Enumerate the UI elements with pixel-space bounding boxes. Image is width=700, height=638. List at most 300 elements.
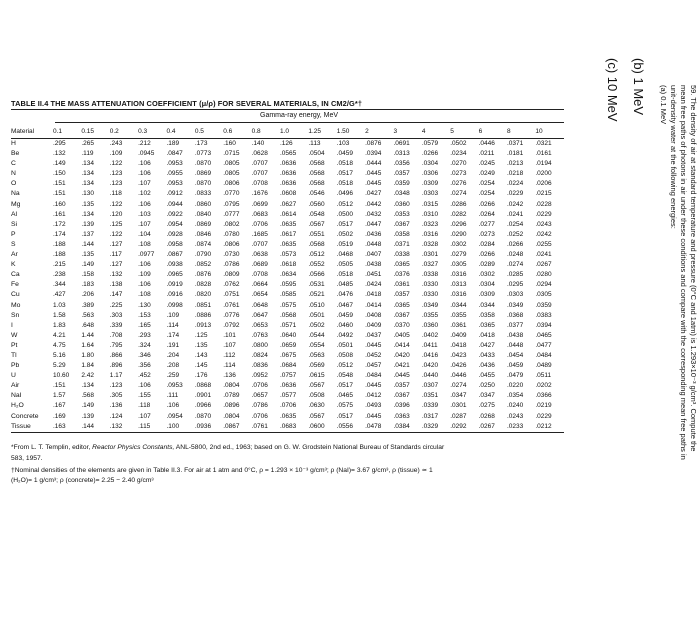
material-cell: Mo <box>11 301 21 309</box>
coefficient-cell: .0751 <box>223 291 240 299</box>
coefficient-cell: .0344 <box>478 301 495 309</box>
coefficient-cell: .0485 <box>336 281 354 289</box>
coefficient-cell: .0302 <box>450 240 467 248</box>
coefficient-cell: .0266 <box>478 200 495 208</box>
coefficient-cell: .0575 <box>280 301 297 309</box>
coefficient-cell: .896 <box>109 362 123 370</box>
coefficient-cell: .122 <box>109 230 123 238</box>
coefficient-cell: .0445 <box>365 412 382 420</box>
coefficient-cell: .0635 <box>280 220 297 228</box>
coefficient-cell: .0432 <box>365 210 382 218</box>
coefficient-cell: .0348 <box>393 190 410 198</box>
material-cell: P <box>11 230 16 238</box>
coefficient-cell: .0445 <box>393 372 410 380</box>
coefficient-cell: .0901 <box>194 392 212 400</box>
coefficient-cell: .0657 <box>251 392 268 400</box>
coefficient-cell: .0277 <box>478 220 495 228</box>
coefficient-cell: .0368 <box>507 311 524 319</box>
coefficient-cell: .0635 <box>280 412 297 420</box>
coefficient-cell: .0280 <box>535 271 552 279</box>
coefficient-cell: .0254 <box>478 190 495 198</box>
coefficient-cell: .0847 <box>166 150 183 158</box>
material-cell: Si <box>11 220 18 228</box>
coefficient-cell: .0955 <box>166 170 183 178</box>
coefficient-cell: .0304 <box>478 281 495 289</box>
coefficient-cell: .174 <box>53 230 66 238</box>
coefficient-cell: .0953 <box>166 180 183 188</box>
material-cell: Sn <box>11 311 20 319</box>
coefficient-cell: .0809 <box>223 271 240 279</box>
coefficient-cell: .0699 <box>251 200 268 208</box>
coefficient-cell: .0438 <box>365 261 382 269</box>
coefficient-cell: .0919 <box>166 281 183 289</box>
coefficient-cell: .427 <box>53 291 66 299</box>
coefficient-cell: .0517 <box>336 382 354 390</box>
coefficient-cell: .0268 <box>478 412 495 420</box>
coefficient-cell: .123 <box>109 382 123 390</box>
coefficient-cell: .0484 <box>365 372 382 380</box>
coefficient-cell: .0361 <box>393 281 410 289</box>
coefficient-cell: .0408 <box>365 311 382 319</box>
coefficient-cell: .0315 <box>421 200 439 208</box>
coefficient-cell: .124 <box>109 412 123 420</box>
coefficient-cell: .189 <box>166 140 180 147</box>
coefficient-cell: .0870 <box>194 412 212 420</box>
coefficient-cell: .0493 <box>365 402 382 410</box>
energy-column-header: 0.15 <box>81 126 109 139</box>
coefficient-cell: .0240 <box>507 402 524 410</box>
coefficient-cell: .0243 <box>535 220 552 228</box>
coefficient-cell: .0852 <box>194 261 212 269</box>
coefficient-cell: .0512 <box>336 362 354 370</box>
coefficient-cell: .127 <box>109 261 123 269</box>
coefficient-cell: .0289 <box>478 261 495 269</box>
coefficient-cell: .0242 <box>507 200 524 208</box>
coefficient-cell: .568 <box>81 392 95 400</box>
coefficient-cell: .0376 <box>393 271 410 279</box>
coefficient-cell: .0886 <box>194 311 212 319</box>
coefficient-cell: .0805 <box>223 170 240 178</box>
coefficient-cell: .0266 <box>507 240 524 248</box>
coefficient-cell: .0478 <box>365 422 393 433</box>
coefficient-cell: .109 <box>138 271 151 279</box>
coefficient-cell: .0282 <box>450 210 467 218</box>
coefficient-cell: .0869 <box>194 170 212 178</box>
coefficient-cell: .0706 <box>251 220 268 228</box>
coefficient-cell: .0424 <box>365 281 382 289</box>
coefficient-cell: .127 <box>109 240 123 248</box>
coefficient-cell: 5.16 <box>53 351 66 359</box>
coefficient-cell: .140 <box>251 140 265 147</box>
coefficient-cell: .0371 <box>393 240 410 248</box>
table-row <box>11 169 564 179</box>
coefficient-cell: .0965 <box>166 271 183 279</box>
coefficient-cell: .136 <box>109 402 123 410</box>
coefficient-cell: .0328 <box>421 240 439 248</box>
coefficient-cell: .0577 <box>280 392 297 400</box>
coefficient-cell: .0567 <box>308 412 325 420</box>
coefficient-cell: .0285 <box>507 271 524 279</box>
coefficient-cell: .125 <box>194 331 208 339</box>
coefficient-cell: .0279 <box>450 251 467 259</box>
energy-column-header: 0.2 <box>110 126 138 139</box>
coefficient-cell: .0194 <box>535 160 552 168</box>
coefficient-cell: .795 <box>109 341 123 349</box>
coefficient-cell: .0763 <box>251 331 268 339</box>
coefficient-cell: .0427 <box>365 190 382 198</box>
coefficient-cell: .0465 <box>336 392 354 400</box>
table-row <box>11 179 564 189</box>
table-row <box>11 331 564 341</box>
coefficient-cell: .107 <box>138 220 151 228</box>
coefficient-cell: 1.64 <box>81 341 95 349</box>
coefficient-cell: .134 <box>81 180 95 188</box>
coefficient-cell: .0255 <box>535 240 552 248</box>
coefficient-cell: .0444 <box>365 160 382 168</box>
coefficient-cell: .0411 <box>421 341 438 349</box>
coefficient-cell: .0492 <box>336 331 354 339</box>
table-row <box>11 391 564 401</box>
table-row <box>11 200 564 210</box>
coefficient-cell: .0420 <box>421 362 439 370</box>
coefficient-cell: .0566 <box>308 271 325 279</box>
coefficient-cell: .165 <box>138 321 151 329</box>
coefficient-cell: .0303 <box>507 291 524 299</box>
coefficient-cell: .118 <box>138 402 151 410</box>
coefficient-cell: .0761 <box>223 301 240 309</box>
coefficient-cell: .0654 <box>251 291 268 299</box>
coefficient-cell: .0409 <box>365 321 382 329</box>
coefficient-cell: .0635 <box>280 240 297 248</box>
coefficient-cell: .0361 <box>450 321 467 329</box>
coefficient-cell: .112 <box>223 351 236 359</box>
coefficient-cell: .108 <box>138 291 151 299</box>
coefficient-cell: .109 <box>109 150 123 158</box>
coefficient-cell: .0220 <box>507 382 524 390</box>
coefficient-cell: .0874 <box>194 240 212 248</box>
material-cell: Be <box>11 150 20 158</box>
coefficient-cell: .0377 <box>507 321 524 329</box>
material-cell: Air <box>11 382 20 390</box>
coefficient-cell: .0563 <box>308 351 325 359</box>
coefficient-cell: .0234 <box>450 150 467 158</box>
footnote-densities-line2: (H₂O)= 1 g/cm³; ρ (concrete)= 2.25 − 2.40 g/cm³ <box>11 477 154 484</box>
coefficient-cell: .0467 <box>336 301 354 309</box>
coefficient-cell: .0517 <box>336 170 354 178</box>
problem-line-1: 59. The density of air at standard temperature and pressure (0°C and 1atm) is 1.293×10⁻³ g/cm³. Compute the <box>689 85 698 452</box>
coefficient-cell: .866 <box>109 351 123 359</box>
table-row <box>11 422 564 433</box>
coefficient-cell: .0365 <box>393 261 410 269</box>
coefficient-cell: .0789 <box>223 392 240 400</box>
coefficient-cell: .0367 <box>393 311 410 319</box>
coefficient-cell: .0568 <box>308 160 325 168</box>
coefficient-cell: .0876 <box>365 140 382 147</box>
coefficient-cell: .0367 <box>393 220 410 228</box>
coefficient-cell: .0306 <box>421 170 439 178</box>
table-row <box>11 311 564 321</box>
coefficient-cell: .0585 <box>280 291 297 299</box>
coefficient-cell: .0313 <box>450 281 467 289</box>
coefficient-cell: .0338 <box>421 271 439 279</box>
coefficient-cell: .0284 <box>478 240 495 248</box>
coefficient-cell: .144 <box>81 240 95 248</box>
coefficient-cell: .106 <box>138 261 151 269</box>
coefficient-cell: 1.57 <box>53 392 66 400</box>
coefficient-cell: .0502 <box>450 140 467 147</box>
energy-column-header: 10 <box>535 126 564 139</box>
energy-column-header: 5 <box>450 126 478 139</box>
coefficient-cell: .0683 <box>251 210 268 218</box>
coefficient-cell: .143 <box>194 351 208 359</box>
coefficient-cell: .0689 <box>251 261 268 269</box>
coefficient-cell: .0512 <box>336 200 354 208</box>
coefficient-cell: .0953 <box>166 160 183 168</box>
coefficient-cell: .106 <box>138 200 151 208</box>
table-row <box>11 250 564 260</box>
coefficient-cell: .0423 <box>450 351 467 359</box>
coefficient-cell: .0330 <box>421 291 439 299</box>
coefficient-cell: .0479 <box>507 372 524 380</box>
table-row <box>11 240 564 250</box>
table-row <box>11 260 564 270</box>
table-row <box>11 301 564 311</box>
table-row <box>11 149 564 159</box>
coefficient-cell: .563 <box>81 311 95 319</box>
coefficient-cell: .0338 <box>393 251 410 259</box>
coefficient-cell: .0476 <box>336 291 354 299</box>
coefficient-cell: .0706 <box>251 412 268 420</box>
coefficient-cell: .0365 <box>478 321 495 329</box>
energy-column-header: 0.1 <box>53 126 81 139</box>
coefficient-cell: .0459 <box>336 311 354 319</box>
coefficient-cell: .169 <box>53 412 66 420</box>
coefficient-cell: .135 <box>194 341 208 349</box>
coefficient-cell: .0786 <box>223 261 240 269</box>
coefficient-cell: .123 <box>109 180 123 188</box>
coefficient-cell: .138 <box>109 281 123 289</box>
coefficient-cell: .0349 <box>421 301 439 309</box>
coefficient-cell: .135 <box>81 251 95 259</box>
coefficient-cell: .0218 <box>507 170 524 178</box>
coefficient-cell: .0706 <box>280 402 297 410</box>
coefficient-cell: .225 <box>109 301 123 309</box>
coefficient-cell: .0664 <box>251 281 268 289</box>
coefficient-cell: .0353 <box>393 210 410 218</box>
coefficient-cell: .0691 <box>393 140 410 147</box>
material-cell: S <box>11 240 16 248</box>
coefficient-cell: .0438 <box>507 331 524 339</box>
coefficient-cell: .0445 <box>365 180 382 188</box>
coefficient-cell: .0455 <box>478 372 495 380</box>
coefficient-cell: .0384 <box>394 422 422 433</box>
coefficient-cell: .106 <box>138 160 151 168</box>
coefficient-cell: .0770 <box>223 190 240 198</box>
coefficient-cell: .0248 <box>507 251 524 259</box>
coefficient-cell: .122 <box>109 160 123 168</box>
coefficient-cell: .212 <box>138 140 151 147</box>
coefficient-cell: .0773 <box>194 150 212 158</box>
coefficient-cell: .0805 <box>223 160 240 168</box>
coefficient-cell: .151 <box>53 180 66 188</box>
coefficient-cell: .293 <box>138 331 151 339</box>
table-top-rule <box>11 109 564 110</box>
coefficient-cell: .0351 <box>421 392 439 400</box>
table-row <box>11 210 564 220</box>
coefficient-cell: .107 <box>138 180 151 188</box>
coefficient-cell: .0200 <box>535 170 552 178</box>
coefficient-cell: .0202 <box>535 382 552 390</box>
coefficient-cell: .106 <box>166 402 180 410</box>
coefficient-cell: .0418 <box>450 341 467 349</box>
coefficient-cell: .0518 <box>336 271 354 279</box>
coefficient-cell: 1.80 <box>81 351 95 359</box>
coefficient-cell: .0548 <box>308 210 325 218</box>
coefficient-cell: .0806 <box>223 240 240 248</box>
coefficient-cell: .0266 <box>478 251 495 259</box>
coefficient-cell: .0446 <box>478 140 495 147</box>
coefficient-cell: .0945 <box>138 150 155 158</box>
material-cell: Ca <box>11 271 20 279</box>
coefficient-cell: .0508 <box>336 351 354 359</box>
coefficient-cell: .0287 <box>450 412 467 420</box>
problem-line-2: mean free paths of photons in air under these conditions and compare with the corresponding mean free paths in <box>679 85 688 460</box>
coefficient-cell: .0358 <box>393 230 410 238</box>
problem-line-4: (a) 0.1 MeV <box>659 85 668 125</box>
coefficient-cell: .174 <box>166 331 180 339</box>
coefficient-cell: .339 <box>109 321 123 329</box>
coefficient-cell: .145 <box>194 362 208 370</box>
coefficient-cell: .0936 <box>195 422 223 433</box>
coefficient-cell: .0446 <box>450 372 467 380</box>
table-row <box>11 381 564 391</box>
coefficient-cell: .0824 <box>251 351 268 359</box>
material-cell: Pt <box>11 341 18 349</box>
coefficient-cell: .0804 <box>223 412 240 420</box>
coefficient-cell: .0518 <box>336 160 354 168</box>
table-row <box>11 371 564 381</box>
coefficient-cell: .0418 <box>365 291 382 299</box>
energy-column-header: 6 <box>479 126 507 139</box>
footnote-source: *From L. T. Templin, editor, Reactor Physics Constants, ANL-5800, 2nd ed., 1963; based on G. W. Grodstein National Bureau of Standards circular <box>11 444 445 451</box>
coefficient-cell: .134 <box>81 210 95 218</box>
coefficient-cell: .0659 <box>280 341 297 349</box>
coefficient-cell: .0267 <box>535 261 552 269</box>
material-cell: NaI <box>11 392 22 400</box>
coefficient-cell: .0358 <box>478 311 495 319</box>
coefficient-cell: .305 <box>109 392 123 400</box>
coefficient-cell: .0459 <box>507 362 524 370</box>
energy-column-header: 0.3 <box>138 126 166 139</box>
coefficient-cell: .0846 <box>194 230 212 238</box>
table-row <box>11 412 564 422</box>
coefficient-cell: .0786 <box>251 402 268 410</box>
coefficient-cell: .0228 <box>535 200 552 208</box>
coefficient-cell: .0551 <box>308 230 325 238</box>
coefficient-cell: .0579 <box>421 140 439 147</box>
coefficient-cell: .295 <box>53 140 66 147</box>
material-cell: Tl <box>11 351 17 359</box>
coefficient-cell: .0870 <box>194 180 212 188</box>
coefficient-cell: .0730 <box>223 251 240 259</box>
coefficient-cell: .0684 <box>280 362 297 370</box>
coefficient-cell: .149 <box>81 402 95 410</box>
table-row <box>11 220 564 230</box>
coefficient-cell: .0896 <box>223 402 240 410</box>
coefficient-cell: .0370 <box>393 321 410 329</box>
coefficient-cell: .0954 <box>166 220 183 228</box>
coefficient-cell: .0363 <box>393 412 410 420</box>
coefficient-cell: .0276 <box>450 180 467 188</box>
coefficient-cell: .0876 <box>194 271 212 279</box>
coefficient-cell: .123 <box>109 170 123 178</box>
energy-column-header: 4 <box>422 126 450 139</box>
coefficient-cell: .243 <box>109 140 123 147</box>
coefficient-cell: .0552 <box>308 261 325 269</box>
coefficient-cell: .0313 <box>393 150 410 158</box>
material-cell: H₂O <box>11 402 24 410</box>
coefficient-cell: .0252 <box>507 230 524 238</box>
answer-option-b: (b) 1 MeV <box>631 58 646 116</box>
coefficient-cell: .111 <box>166 392 179 400</box>
coefficient-cell: 1.44 <box>81 331 95 339</box>
coefficient-cell: .0286 <box>450 200 467 208</box>
coefficient-cell: .160 <box>53 200 66 208</box>
coefficient-cell: .0383 <box>535 311 552 319</box>
coefficient-cell: .0357 <box>393 382 410 390</box>
coefficient-cell: .206 <box>81 291 95 299</box>
coefficient-cell: .0317 <box>421 412 439 420</box>
coefficient-cell: .0568 <box>280 311 297 319</box>
coefficient-cell: .0366 <box>535 392 552 400</box>
coefficient-cell: .0617 <box>280 230 297 238</box>
coefficient-cell: .208 <box>166 362 180 370</box>
coefficient-cell: .0647 <box>251 311 268 319</box>
coefficient-cell: .0316 <box>421 230 439 238</box>
coefficient-cell: .134 <box>81 382 95 390</box>
coefficient-cell: .137 <box>81 230 95 238</box>
coefficient-cell: .0568 <box>308 170 325 178</box>
coefficient-cell: .100 <box>167 422 195 433</box>
coefficient-cell: .149 <box>53 160 66 168</box>
coefficient-cell: .0502 <box>336 230 354 238</box>
coefficient-cell: .0618 <box>280 261 297 269</box>
coefficient-cell: .0241 <box>535 251 552 259</box>
coefficient-cell: .0349 <box>507 301 524 309</box>
table-row <box>11 321 564 331</box>
coefficient-cell: .0460 <box>336 321 354 329</box>
material-cell: N <box>11 170 16 178</box>
coefficient-cell: .0568 <box>308 180 325 188</box>
material-column-header: Material <box>11 126 53 139</box>
coefficient-cell: .452 <box>138 372 151 380</box>
coefficient-cell: .0229 <box>535 412 552 420</box>
coefficient-cell: .0347 <box>450 392 467 400</box>
coefficient-cell: .191 <box>166 341 180 349</box>
coefficient-cell: .114 <box>166 321 179 329</box>
coefficient-cell: .0254 <box>507 220 524 228</box>
coefficient-cell: .0708 <box>251 180 268 188</box>
coefficient-cell: .0504 <box>308 150 325 158</box>
energy-column-header: 2 <box>365 126 393 139</box>
coefficient-cell: .0795 <box>223 200 240 208</box>
coefficient-cell: .0608 <box>280 190 297 198</box>
coefficient-cell: .0329 <box>422 422 450 433</box>
coefficient-cell: .151 <box>53 190 66 198</box>
coefficient-cell: .0571 <box>280 321 297 329</box>
material-cell: Al <box>11 210 18 218</box>
coefficient-cell: .0568 <box>308 240 325 248</box>
